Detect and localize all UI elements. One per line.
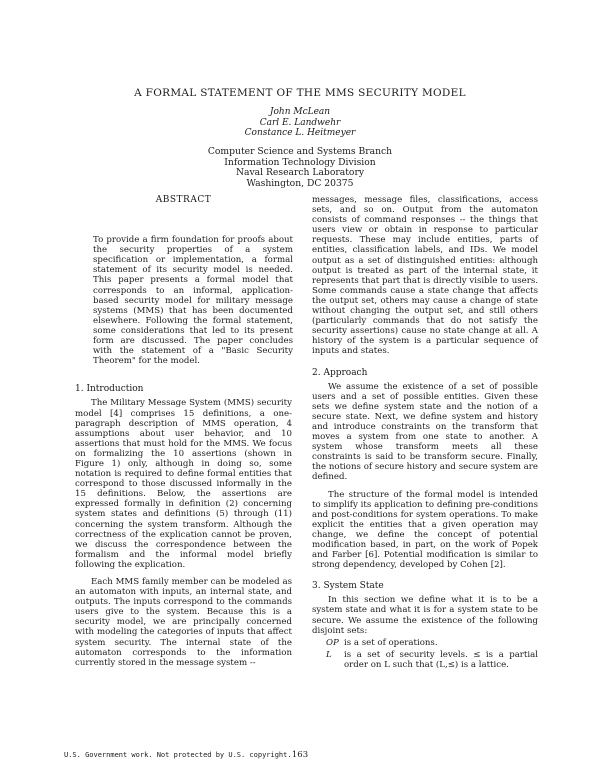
approach-paragraph: The structure of the formal model is intended to simplify its application to defining pre-conditions and post-conditions for system operations. To make explicit the entities that a given operation may change, we define the concept of potential modification based, in part, on the work of Popek and Farber [6]. Potential modification is similar to strong dependency, developed by Cohen [2]. (312, 489, 538, 571)
approach-paragraph: We assume the existence of a set of possible users and a set of possible entities. Given these sets we define system state and the notion of a secure state. Next, we define system and history and introduce constraints on the transform that moves a system from one state to another. A system whose transform meets all these constraints is said to be transform secure. Finally, the notions of secure history and secure system are defined. (312, 381, 538, 483)
abstract-text: To provide a firm foundation for proofs about the security properties of a system specification or implementation, a formal statement of its security model is needed. This paper presents a formal model that corresponds to an informal, application-based security model for military message systems (MMS) that has been documented elsewhere. Following the formal statement, some considerations that led to its present form are discussed. The paper concludes with the statement of a "Basic Security Theorem" for the model. (93, 235, 293, 367)
intro-paragraph: Each MMS family member can be modeled as an automaton with inputs, an internal state, and outputs. The inputs correspond to the commands users give to the system. Because this is a security model, we are principally concerned with modeling the categories of inputs that affect system security. The internal state of the automaton corresponds to the information currently stored in the message system -- (75, 577, 292, 668)
intro-paragraph: The Military Message System (MMS) security model [4] comprises 15 definitions, a one-paragraph description of MMS operation, 4 assumptions about user behavior, and 10 assertions that must hold for the MMS. We focus on formalizing the 10 assertions (shown in Figure 1) only, although in doing so, some notation is required to define formal entities that correspond to those discussed informally in the 15 definitions. Below, the assertions are expressed formally in definition (2) concerning system states and definitions (5) through (11) concerning the system transform. Although the correctness of the explication cannot be proven, we discuss the correspondence between the formalism and the informal model briefly following the explication. (75, 398, 292, 570)
definition-term: OP (326, 637, 339, 648)
affiliation-line: Computer Science and Systems Branch (207, 146, 393, 157)
intro-continued-paragraph: messages, message files, classifications, access sets, and so on. Output from the automaton consists of command responses -- the things that users view or obtain in response to particular requests. These may include entities, parts of entities, classification labels, and IDs. We model output as a set of distinguished entities: although output is treated as part of the internal state, it represents that part that is directly visible to users. Some commands cause a state change that affects the output set, others may cause a change of state without changing the output set, and still others (particularly commands that do not satisfy the security assertions) cause no state change at all. A history of the system is a particular sequence of inputs and states. (312, 195, 538, 357)
section-heading-approach: 2. Approach (312, 367, 368, 378)
definition-list (312, 638, 538, 670)
author-list (0, 107, 600, 139)
affiliation-line: Washington, DC 20375 (246, 177, 354, 189)
affiliation-line: Information Technology Division (224, 156, 376, 168)
definition-term: L (326, 649, 332, 660)
system-state-paragraph: In this section we define what it is to be a system state and what it is for a system state to be secure. We assume the existence of the following disjoint sets: (312, 595, 538, 636)
abstract-heading: ABSTRACT (155, 195, 212, 205)
section-heading-system-state: 3. System State (312, 581, 384, 592)
copyright-footnote: U.S. Government work. Not protected by U.S. copyright. (64, 751, 292, 759)
author-name: Carl E. Landwehr (259, 117, 341, 128)
affiliation-line: Naval Research Laboratory (235, 167, 365, 178)
affiliation-block (0, 147, 600, 189)
author-name: Constance L. Heitmeyer (244, 128, 356, 138)
definition-item (312, 638, 538, 648)
section-heading-introduction: 1. Introduction (75, 384, 144, 395)
paper-title: A FORMAL STATEMENT OF THE MMS SECURITY MODEL (134, 87, 466, 99)
page-number: 163 (291, 750, 309, 760)
left-column (75, 195, 292, 668)
right-column (312, 195, 538, 670)
definition-text: is a set of operations. (344, 637, 438, 648)
definition-text: is a set of security levels. ≤ is a partial order on L such that (L,≤) is a lattice. (344, 649, 538, 670)
definition-item (312, 650, 538, 670)
author-name: John McLean (269, 107, 331, 117)
